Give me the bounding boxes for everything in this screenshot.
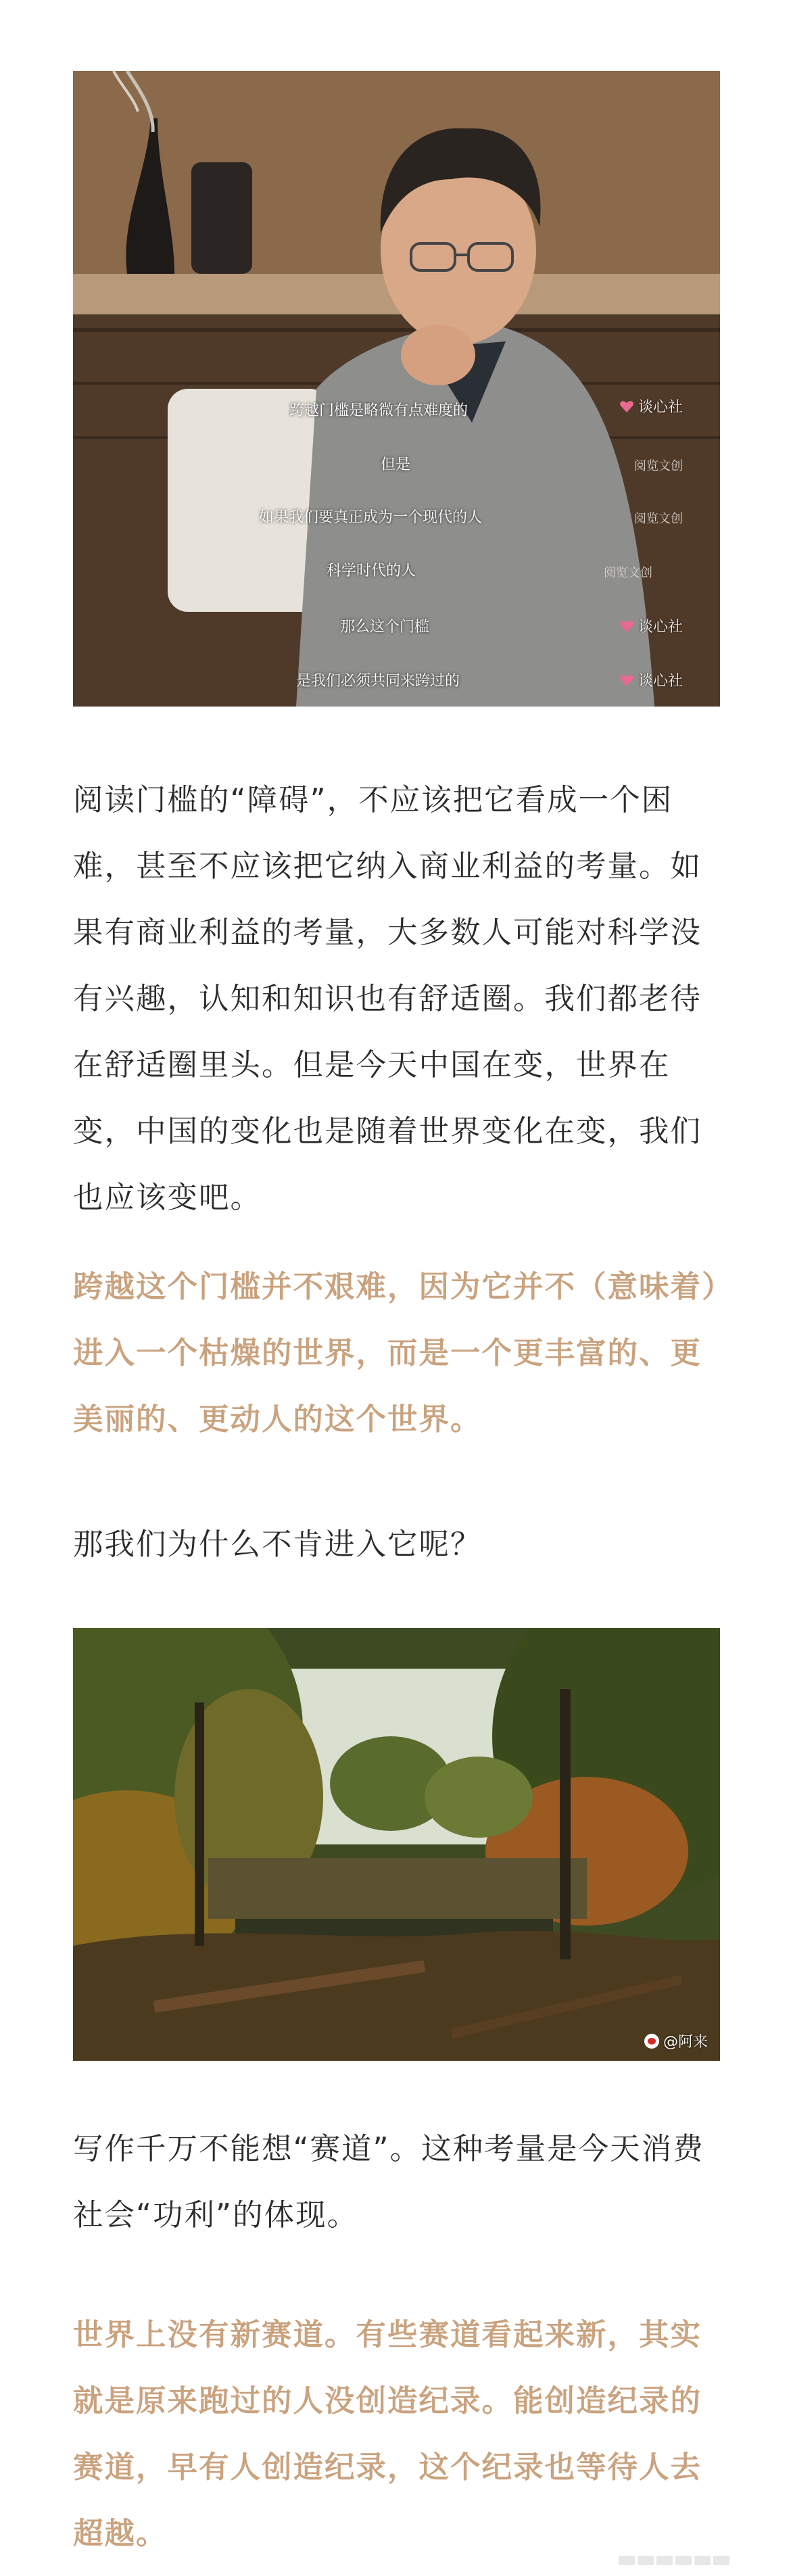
tanxinshe-logo bbox=[619, 669, 683, 690]
subtitle-line: 是我们必须共同来跨过的 bbox=[296, 673, 460, 690]
forest-photo bbox=[73, 1628, 720, 2061]
subtitle-line: 跨越门槛是略微有点难度的 bbox=[289, 402, 469, 419]
logo-text: 谈心社 bbox=[638, 673, 683, 690]
heart-icon bbox=[619, 673, 634, 688]
interview-photo bbox=[73, 71, 720, 707]
wenchuang-logo: 阅览文创 bbox=[634, 459, 683, 473]
paragraph: 那我们为什么不肯进入它呢？ bbox=[73, 1527, 482, 1562]
weibo-watermark bbox=[644, 2030, 708, 2051]
wenchuang-logo: 阅览文创 bbox=[604, 566, 652, 580]
footer-mark bbox=[656, 2556, 673, 2565]
footer-mark bbox=[675, 2556, 692, 2565]
watermark-text: @阿来 bbox=[663, 2034, 708, 2051]
logo-text: 谈心社 bbox=[638, 399, 683, 416]
paragraph: 写作千万不能想“赛道”。这种考量是今天消费社会“功利”的体现。 bbox=[73, 2132, 704, 2233]
tanxinshe-logo bbox=[619, 396, 683, 416]
interview-scene bbox=[73, 71, 720, 707]
subtitle-line: 科学时代的人 bbox=[327, 563, 416, 579]
heart-icon bbox=[619, 399, 634, 414]
subtitle-line: 但是 bbox=[381, 456, 411, 473]
forest-scene bbox=[73, 1628, 720, 2061]
footer-mark bbox=[694, 2556, 711, 2565]
footer-mark bbox=[713, 2556, 729, 2565]
paragraph: 阅读门槛的“障碍”，不应该把它看成一个困难，甚至不应该把它纳入商业利益的考量。如果有商业利益的考量，大多数人可能对科学没有兴趣，认知和知识也有舒适圈。我们都老待在舒适圈里头。但是今天中国在变，世界在变，中国的变化也是随着世界变化在变，我们也应该变吧。 bbox=[73, 783, 702, 1215]
highlight-paragraph: 跨越这个门槛并不艰难，因为它并不（意味着）进入一个枯燥的世界，而是一个更丰富的、更美丽的、更动人的这个世界。 bbox=[73, 1270, 719, 1437]
footer-bar bbox=[619, 2556, 729, 2565]
footer-mark bbox=[619, 2556, 635, 2565]
highlight-paragraph: 世界上没有新赛道。有些赛道看起来新，其实就是原来跑过的人没创造纪录。能创造纪录的赛道，早有人创造纪录，这个纪录也等待人去超越。 bbox=[73, 2318, 702, 2551]
heart-icon bbox=[619, 619, 634, 634]
subtitle-line: 如果我们要真正成为一个现代的人 bbox=[259, 509, 483, 526]
subtitle-line: 那么这个门槛 bbox=[340, 619, 430, 636]
footer-mark bbox=[638, 2556, 654, 2565]
logo-text: 谈心社 bbox=[638, 619, 683, 636]
weibo-icon bbox=[644, 2034, 659, 2049]
wenchuang-logo: 阅览文创 bbox=[634, 512, 683, 526]
tanxinshe-logo bbox=[619, 615, 683, 636]
